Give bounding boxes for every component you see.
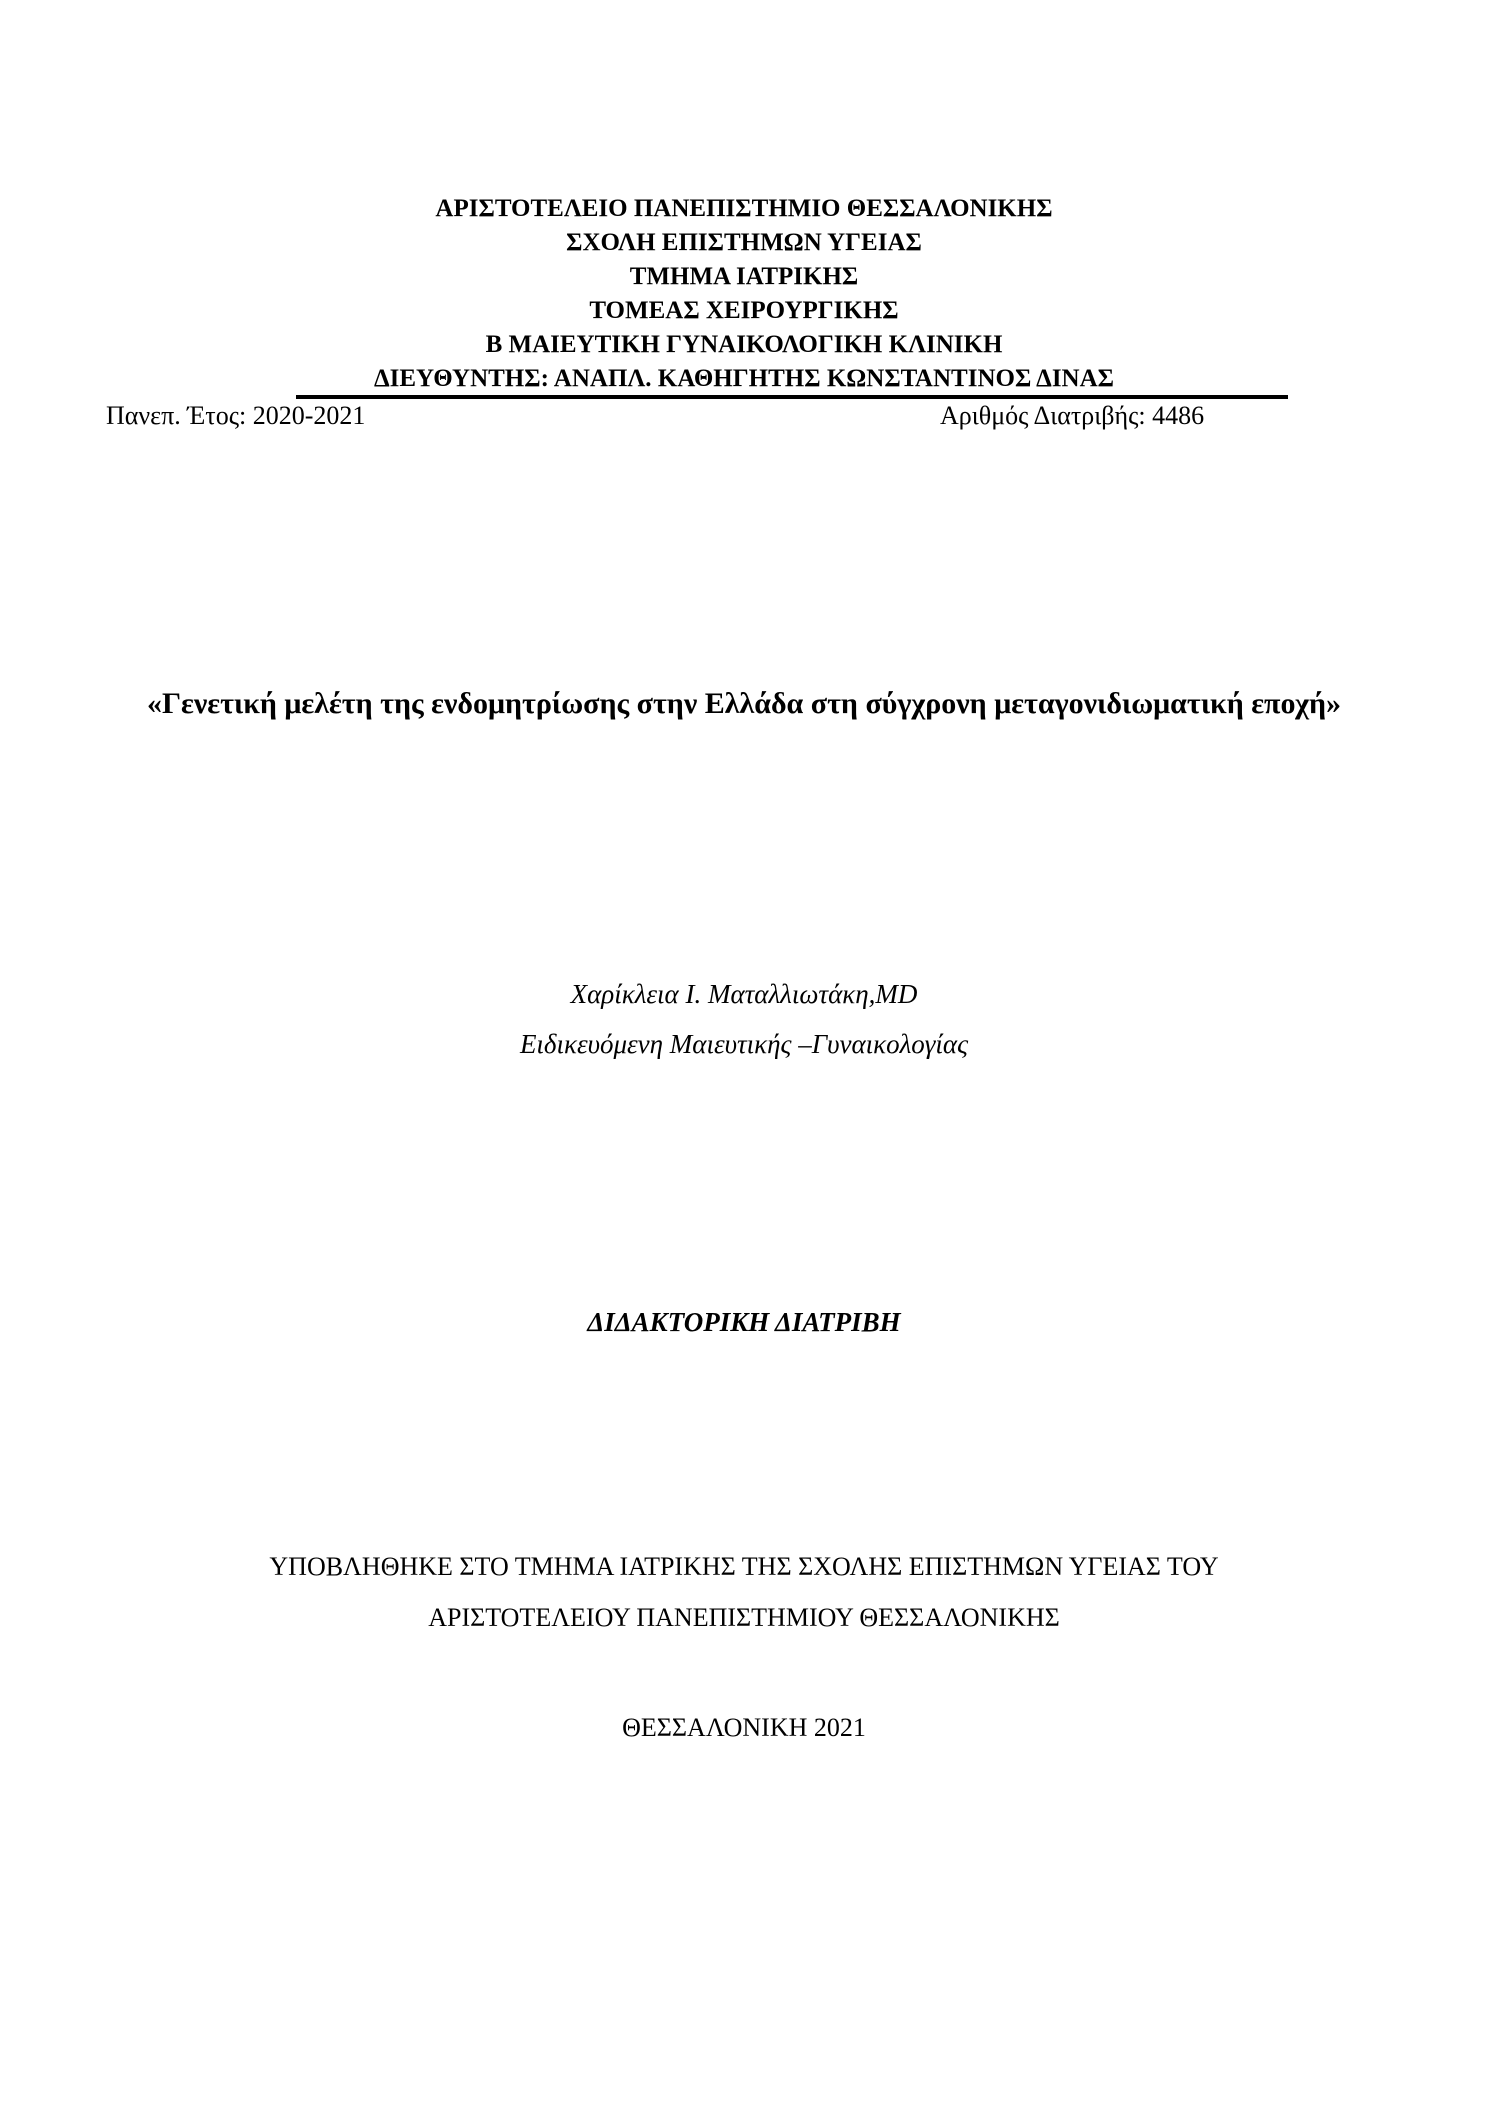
department-name: ΤΜΗΜΑ ΙΑΤΡΙΚΗΣ — [629, 263, 859, 290]
submission-line-2: ΑΡΙΣΤΟΤΕΛΕΙΟΥ ΠΑΝΕΠΙΣΤΗΜΙΟΥ ΘΕΣΣΑΛΟΝΙΚΗΣ — [428, 1603, 1060, 1632]
submission-line-1: ΥΠΟΒΛΗΘΗΚΕ ΣΤΟ ΤΜΗΜΑ ΙΑΤΡΙΚΗΣ ΤΗΣ ΣΧΟΛΗΣ ΕΠΙΣΤΗΜΩΝ ΥΓΕΙΑΣ ΤΟΥ — [269, 1552, 1219, 1581]
institution-header — [0, 192, 1488, 396]
thesis-number: Αριθμός Διατριβής: 4486 — [940, 401, 1205, 430]
sector-name: ΤΟΜΕΑΣ ΧΕΙΡΟΥΡΓΙΚΗΣ — [589, 297, 899, 324]
school-name: ΣΧΟΛΗ ΕΠΙΣΤΗΜΩΝ ΥΓΕΙΑΣ — [566, 229, 922, 256]
thesis-title: «Γενετική μελέτη της ενδομητρίωσης στην Ελλάδα στη σύγχρονη μεταγονιδιωματική εποχή» — [146, 687, 1342, 720]
thesis-type: ΔΙΔΑΚΤΟΡΙΚΗ ΔΙΑΤΡΙΒΗ — [587, 1307, 901, 1337]
academic-year: Πανεπ. Έτος: 2020-2021 — [106, 401, 366, 430]
director-line: ΔΙΕΥΘΥΝΤΗΣ: ΑΝΑΠΛ. ΚΑΘΗΓΗΤΗΣ ΚΩΝΣΤΑΝΤΙΝΟΣ ΔΙΝΑΣ — [373, 365, 1115, 392]
author-role: Ειδικευόμενη Μαιευτικής –Γυναικολογίας — [519, 1029, 969, 1059]
university-name: ΑΡΙΣΤΟΤΕΛΕΙΟ ΠΑΝΕΠΙΣΤΗΜΙΟ ΘΕΣΣΑΛΟΝΙΚΗΣ — [435, 195, 1053, 222]
clinic-name: Β ΜΑΙΕΥΤΙΚΗ ΓΥΝΑΙΚΟΛΟΓΙΚΗ ΚΛΙΝΙΚΗ — [485, 331, 1003, 358]
place-year: ΘΕΣΣΑΛΟΝΙΚΗ 2021 — [622, 1713, 866, 1742]
author-name: Χαρίκλεια Ι. Ματαλλιωτάκη,MD — [570, 979, 918, 1009]
